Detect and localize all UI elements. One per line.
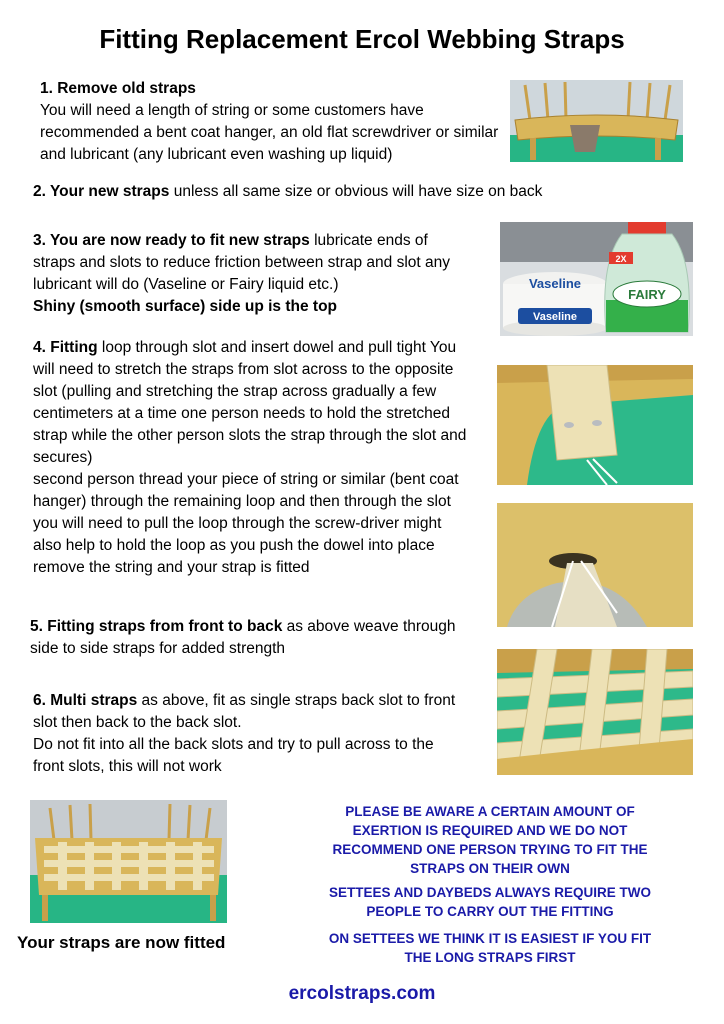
step-4-body-2: second person thread your piece of string or similar (bent coat hanger) through the remaining loop and then through the slot you will need to pull the loop through the screw-driver might also help to hold the loop as you push the dowel into place remove the string and your strap is fitted — [33, 471, 459, 576]
footer-website[interactable]: ercolstraps.com — [288, 983, 436, 1004]
step-2-body: unless all same size or obvious will have size on back — [169, 183, 543, 200]
fairy-badge: 2X — [615, 254, 627, 264]
step-2-heading: 2. Your new straps — [33, 183, 170, 200]
photo-slot-string — [497, 503, 693, 627]
step-4-heading: 4. Fitting — [33, 339, 98, 356]
step-3-note: Shiny (smooth surface) side up is the top — [33, 298, 338, 315]
page-title: Fitting Replacement Ercol Webbing Straps — [99, 24, 625, 54]
photo-finished-settee — [30, 800, 227, 923]
step-5-body: as above weave through side to side straps for added strength — [30, 618, 456, 657]
step-6 — [33, 690, 463, 778]
photo-strap-loop — [497, 365, 693, 485]
step-1-heading: 1. Remove old straps — [40, 80, 196, 97]
step-5-heading: 5. Fitting straps from front to back — [30, 618, 283, 635]
notice-exertion: PLEASE BE AWARE A CERTAIN AMOUNT OF EXERTION IS REQUIRED AND WE DO NOT RECOMMEND ONE PERSON TRYING TO FIT THE STRAPS ON THEIR OWN — [332, 804, 648, 876]
photo-lubricants — [500, 222, 693, 336]
photo-chair-frame — [510, 80, 683, 162]
photo-woven-straps — [497, 649, 693, 775]
vaseline-lid-label: Vaseline — [528, 276, 582, 291]
step-1 — [40, 78, 500, 166]
step-1-body: You will need a length of string or some customers have recommended a bent coat hanger, an old flat screwdriver or similar and lubricant (any lubricant even washing up liquid) — [40, 102, 499, 163]
step-2 — [33, 181, 633, 203]
step-3 — [33, 230, 463, 318]
step-6-heading: 6. Multi straps — [33, 692, 138, 709]
step-4 — [33, 337, 473, 579]
step-6-body: as above, fit as single straps back slot to front slot then back to the back slot. — [33, 692, 456, 731]
notice-long-straps: ON SETTEES WE THINK IT IS EASIEST IF YOU FIT THE LONG STRAPS FIRST — [328, 931, 652, 965]
step-5 — [30, 616, 470, 660]
step-3-heading: 3. You are now ready to fit new straps — [33, 232, 310, 249]
vaseline-tub-label: Vaseline — [532, 311, 578, 323]
notice-two-people: SETTEES AND DAYBEDS ALWAYS REQUIRE TWO PEOPLE TO CARRY OUT THE FITTING — [328, 885, 652, 919]
fairy-label: FAIRY — [628, 287, 666, 302]
step-4-body: loop through slot and insert dowel and pull tight You will need to stretch the straps from slot across to the opposite slot (pulling and stretching the strap across gradually a few centimeters at a time one person needs to hold the stretched strap while the other person slots the strap through the slot and secures) — [33, 339, 467, 466]
step-3-body: lubricate ends of straps and slots to reduce friction between strap and slot any lubricant will do (Vaseline or Fairy liquid etc.) — [33, 232, 451, 293]
step-6-body-2: Do not fit into all the back slots and try to pull across to the front slots, this will not work — [33, 736, 434, 775]
caption: Your straps are now fitted — [17, 933, 226, 952]
